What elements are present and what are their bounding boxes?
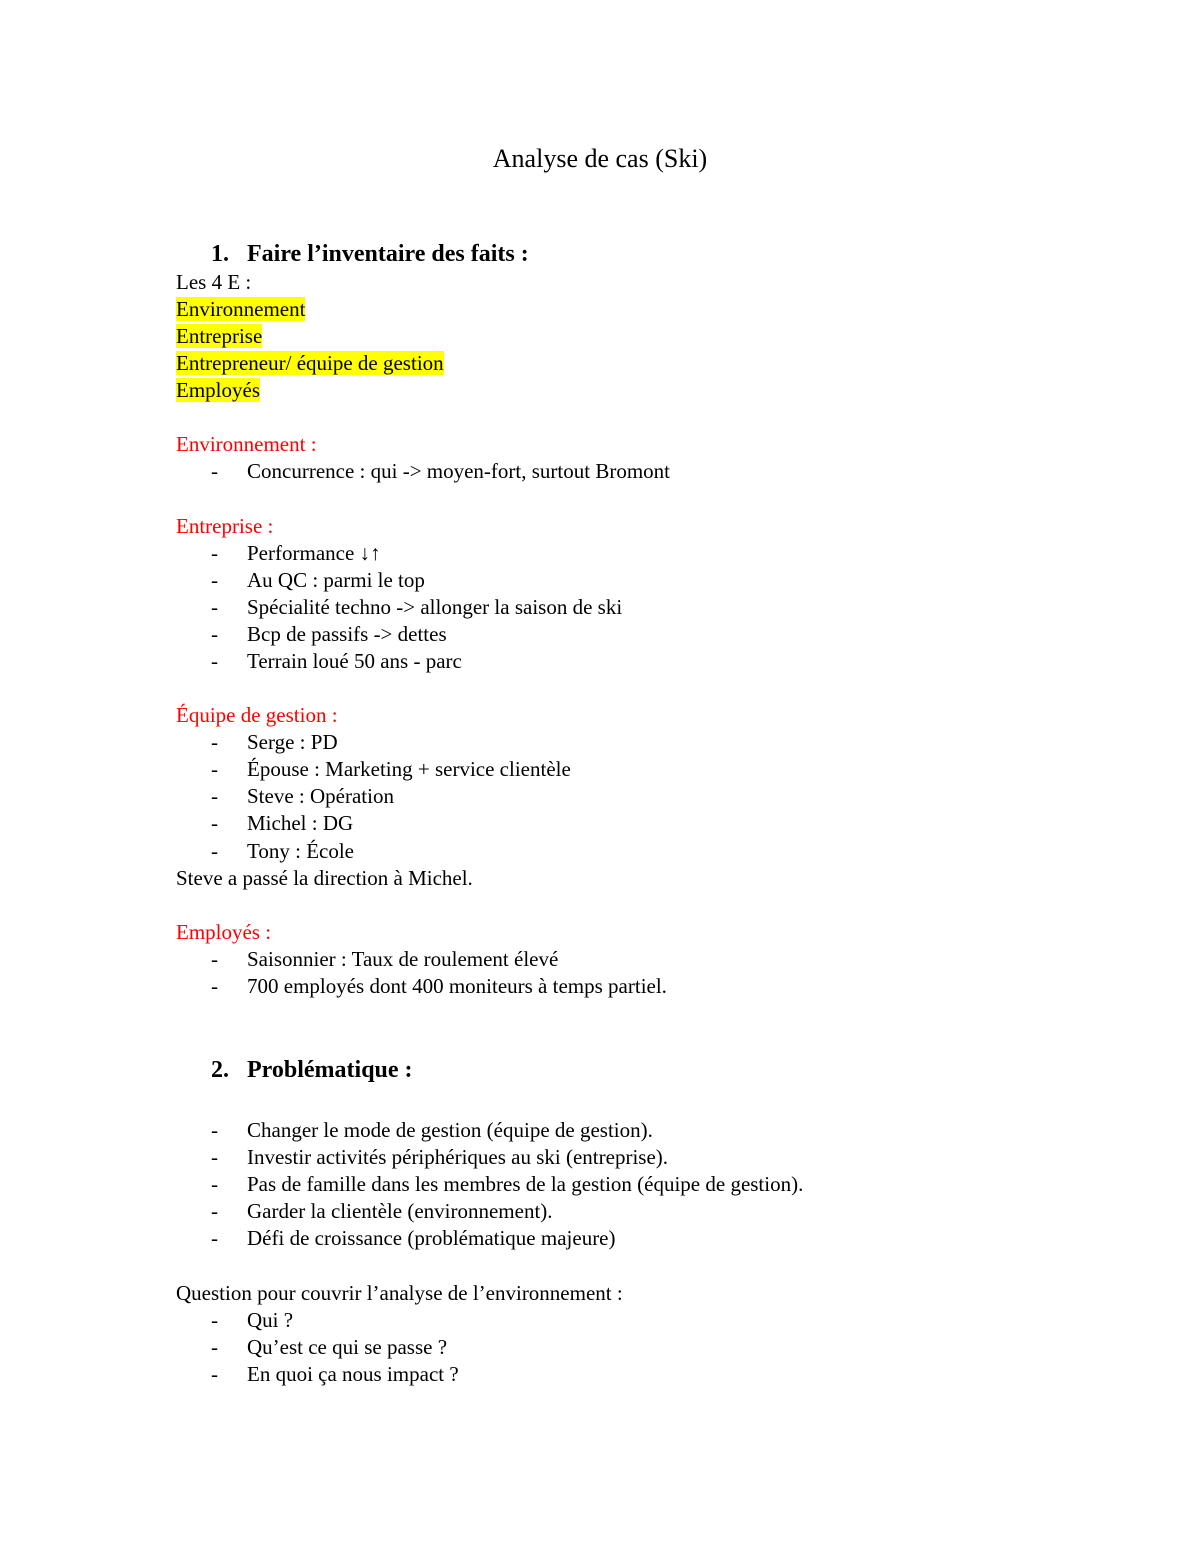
list-item: Serge : PD (247, 730, 338, 754)
bullet-dash: - (211, 839, 218, 863)
equipe-heading: Équipe de gestion : (176, 703, 338, 727)
list-item: Défi de croissance (problématique majeure) (247, 1226, 616, 1250)
bullet-dash: - (211, 568, 218, 592)
highlight-item: Environnement (176, 297, 306, 321)
section-1-number: 1. (211, 241, 229, 267)
bullet-dash: - (211, 974, 218, 998)
list-item: Changer le mode de gestion (équipe de gestion). (247, 1118, 653, 1142)
environnement-heading: Environnement : (176, 432, 317, 456)
bullet-dash: - (211, 1226, 218, 1250)
highlight-item: Employés (176, 378, 260, 402)
list-item: Bcp de passifs -> dettes (247, 622, 447, 646)
list-item: Investir activités périphériques au ski (entreprise). (247, 1145, 669, 1169)
document-title: Analyse de cas (Ski) (492, 144, 708, 173)
question-intro: Question pour couvrir l’analyse de l’environnement : (176, 1281, 623, 1305)
bullet-dash: - (211, 459, 218, 483)
bullet-dash: - (211, 1308, 218, 1332)
bullet-dash: - (211, 1335, 218, 1359)
list-item: Tony : École (247, 839, 354, 863)
section-1-title: Faire l’inventaire des faits : (247, 241, 529, 267)
list-item: Épouse : Marketing + service clientèle (247, 757, 571, 781)
list-item: Terrain loué 50 ans - parc (247, 649, 462, 673)
bullet-dash: - (211, 757, 218, 781)
employes-heading: Employés : (176, 920, 272, 944)
bullet-dash: - (211, 811, 218, 835)
bullet-dash: - (211, 649, 218, 673)
bullet-dash: - (211, 541, 218, 565)
list-item: Performance ↓↑ (247, 541, 381, 565)
list-item: Qu’est ce qui se passe ? (247, 1335, 448, 1359)
bullet-dash: - (211, 1145, 218, 1169)
four-e-intro: Les 4 E : (176, 270, 252, 294)
bullet-dash: - (211, 1199, 218, 1223)
list-item: 700 employés dont 400 moniteurs à temps partiel. (247, 974, 667, 998)
highlight-item: Entrepreneur/ équipe de gestion (176, 351, 444, 375)
bullet-dash: - (211, 1118, 218, 1142)
bullet-dash: - (211, 1362, 218, 1386)
section-2-heading (211, 1054, 413, 1086)
list-item: Garder la clientèle (environnement). (247, 1199, 553, 1223)
list-item: Concurrence : qui -> moyen-fort, surtout Bromont (247, 459, 671, 483)
list-item: Spécialité techno -> allonger la saison de ski (247, 595, 623, 619)
list-item: En quoi ça nous impact ? (247, 1362, 459, 1386)
bullet-dash: - (211, 622, 218, 646)
list-item: Steve : Opération (247, 784, 394, 808)
entreprise-heading: Entreprise : (176, 514, 274, 538)
bullet-dash: - (211, 784, 218, 808)
list-item: Pas de famille dans les membres de la gestion (équipe de gestion). (247, 1172, 804, 1196)
team-note: Steve a passé la direction à Michel. (176, 866, 473, 890)
section-1-heading (211, 238, 529, 270)
list-item: Qui ? (247, 1308, 294, 1332)
bullet-dash: - (211, 595, 218, 619)
list-item: Michel : DG (247, 811, 354, 835)
highlight-item: Entreprise (176, 324, 263, 348)
section-2-number: 2. (211, 1057, 229, 1083)
bullet-dash: - (211, 730, 218, 754)
list-item: Au QC : parmi le top (247, 568, 425, 592)
bullet-dash: - (211, 1172, 218, 1196)
list-item: Saisonnier : Taux de roulement élevé (247, 947, 559, 971)
section-2-title: Problématique : (247, 1057, 413, 1083)
bullet-dash: - (211, 947, 218, 971)
